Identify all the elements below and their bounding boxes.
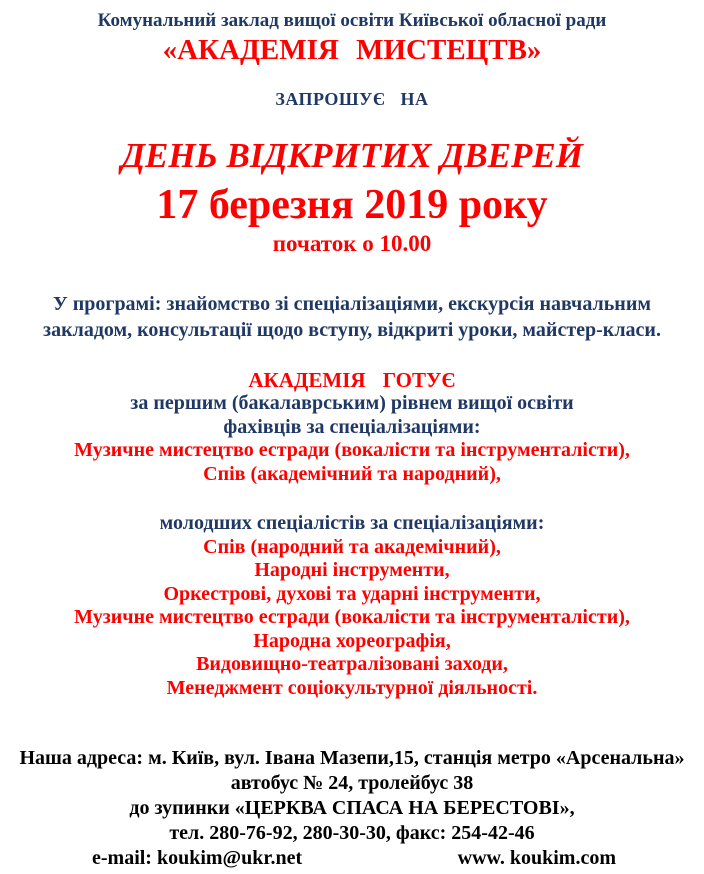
website-text: www. koukim.com <box>457 847 616 869</box>
junior-specialization-item: Оркестрові, духові та ударні інструменти, <box>163 582 541 605</box>
junior-specialization-item: Спів (народний та академічний), <box>203 535 501 558</box>
bachelor-specializations-label: фахівців за спеціалізаціями: <box>223 415 481 438</box>
academy-prepares-heading: АКАДЕМІЯ ГОТУЄ <box>248 368 456 392</box>
junior-specialization-item: Менеджмент соціокультурної діяльності. <box>166 676 538 699</box>
bachelor-specialization-item: Музичне мистецтво естради (вокалісти та інструменталісти), <box>74 439 630 461</box>
event-start-time: початок о 10.00 <box>272 231 432 256</box>
academy-name: «АКАДЕМІЯ МИСТЕЦТВ» <box>162 34 542 66</box>
junior-specialization-item: Музичне мистецтво естради (вокалісти та інструменталісти), <box>74 606 630 628</box>
program-description: У програмі: знайомство зі спеціалізаціями, екскурсія навчальним закладом, консультації щодо вступу, відкриті уроки, майстер-класи. <box>43 293 661 341</box>
address-line: Наша адреса: м. Київ, вул. Івана Мазепи,15, станція метро «Арсенальна» <box>19 747 685 769</box>
junior-specialists-label: молодших спеціалістів за спеціалізаціями: <box>159 512 545 534</box>
bus-stop-line: до зупинки «ЦЕРКВА СПАСА НА БЕРЕСТОВІ», <box>129 797 575 819</box>
event-date: 17 березня 2019 року <box>156 182 548 228</box>
contacts-line <box>0 846 704 871</box>
bachelor-level-line: за першим (бакалаврським) рівнем вищої освіти <box>130 392 574 414</box>
bachelor-specialization-item: Спів (академічний та народний), <box>203 462 501 485</box>
junior-specialization-item: Народні інструменти, <box>254 559 450 581</box>
address-block <box>0 746 704 871</box>
junior-specialization-item: Народна хореографія, <box>253 629 451 652</box>
transport-line: автобус № 24, тролейбус 38 <box>230 772 474 794</box>
invitation-line: ЗАПРОШУЄ НА <box>275 89 429 109</box>
email-text: e-mail: koukim@ukr.net <box>92 847 303 869</box>
junior-specialization-item: Видовищно-театралізовані заходи, <box>196 653 508 675</box>
event-title: ДЕНЬ ВІДКРИТИХ ДВЕРЕЙ <box>121 136 583 175</box>
organization-name: Комунальний заклад вищої освіти Київської обласної ради <box>97 10 607 31</box>
phone-fax-line: тел. 280-76-92, 280-30-30, факс: 254-42-46 <box>169 822 535 844</box>
